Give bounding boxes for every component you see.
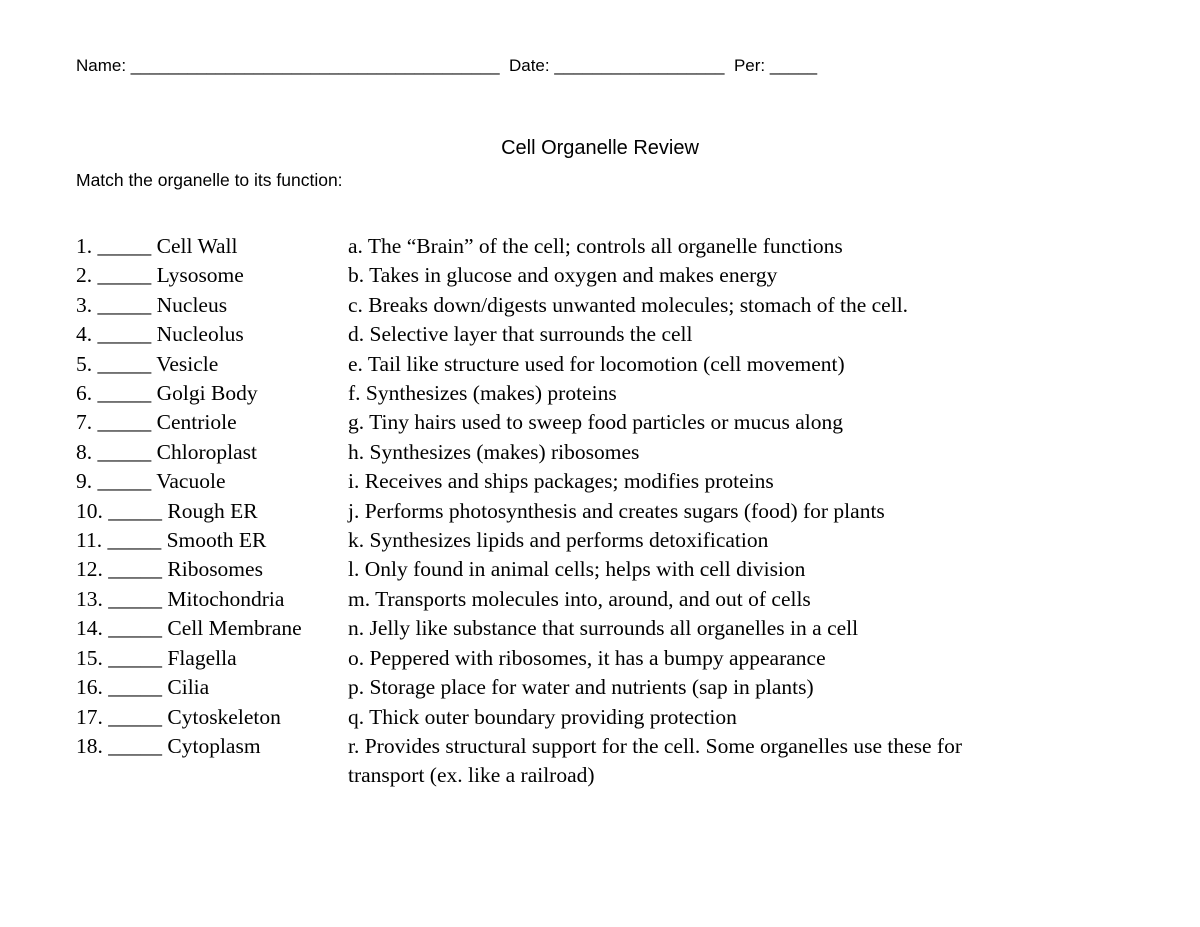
organelle-item: 5. _____ Vesicle <box>76 351 219 376</box>
match-row <box>76 761 962 790</box>
match-row <box>76 350 962 379</box>
organelle-item: 18. _____ Cytoplasm <box>76 733 261 758</box>
organelle-item: 8. _____ Chloroplast <box>76 439 257 464</box>
worksheet-title: Cell Organelle Review <box>501 137 699 159</box>
organelle-item: 11. _____ Smooth ER <box>76 528 267 553</box>
match-row <box>76 614 962 643</box>
organelle-item: 12. _____ Ribosomes <box>76 557 263 582</box>
match-row <box>76 555 962 584</box>
match-row <box>76 320 962 349</box>
match-row <box>76 379 962 408</box>
function-item: c. Breaks down/digests unwanted molecules; stomach of the cell. <box>348 292 909 317</box>
organelle-item: 9. _____ Vacuole <box>76 469 226 494</box>
function-item: o. Peppered with ribosomes, it has a bumpy appearance <box>348 645 826 670</box>
function-item: f. Synthesizes (makes) proteins <box>348 381 617 406</box>
instructions: Match the organelle to its function: <box>76 170 343 190</box>
match-row <box>76 291 962 320</box>
match-row <box>76 408 962 437</box>
organelle-item: 2. _____ Lysosome <box>76 263 244 288</box>
organelle-item: 14. _____ Cell Membrane <box>76 616 302 641</box>
match-row <box>76 703 962 732</box>
organelle-item: 7. _____ Centriole <box>76 410 237 435</box>
function-item: a. The “Brain” of the cell; controls all organelle functions <box>348 234 843 258</box>
function-item: e. Tail like structure used for locomotion (cell movement) <box>348 351 845 376</box>
function-item: g. Tiny hairs used to sweep food particles or mucus along <box>348 410 844 435</box>
match-row <box>76 497 962 526</box>
function-item: transport (ex. like a railroad) <box>348 763 595 788</box>
organelle-item: 1. _____ Cell Wall <box>76 234 238 258</box>
organelle-item: 4. _____ Nucleolus <box>76 322 244 347</box>
match-row <box>76 467 962 496</box>
function-item: q. Thick outer boundary providing protection <box>348 704 737 729</box>
function-item: m. Transports molecules into, around, and out of cells <box>348 586 811 611</box>
match-row <box>76 732 962 761</box>
function-item: n. Jelly like substance that surrounds all organelles in a cell <box>348 616 859 641</box>
function-item: i. Receives and ships packages; modifies proteins <box>348 469 774 494</box>
organelle-item: 10. _____ Rough ER <box>76 498 258 523</box>
function-item: h. Synthesizes (makes) ribosomes <box>348 439 640 464</box>
match-row <box>76 261 962 290</box>
function-item: k. Synthesizes lipids and performs detoxification <box>348 528 769 553</box>
function-item: d. Selective layer that surrounds the cell <box>348 322 693 347</box>
function-item: l. Only found in animal cells; helps with cell division <box>348 557 806 582</box>
match-row <box>76 526 962 555</box>
match-row <box>76 673 962 702</box>
match-row <box>76 232 962 261</box>
organelle-item: 16. _____ Cilia <box>76 675 210 700</box>
organelle-item: 3. _____ Nucleus <box>76 292 228 317</box>
function-item: b. Takes in glucose and oxygen and makes energy <box>348 263 778 288</box>
match-row <box>76 438 962 467</box>
match-row <box>76 585 962 614</box>
function-item: j. Performs photosynthesis and creates sugars (food) for plants <box>348 498 885 523</box>
function-item: r. Provides structural support for the cell. Some organelles use these for <box>348 733 962 758</box>
organelle-item: 13. _____ Mitochondria <box>76 586 285 611</box>
matching-list <box>76 232 962 791</box>
match-row <box>76 644 962 673</box>
organelle-item: 15. _____ Flagella <box>76 645 237 670</box>
name-date-period-line: Name: _______________________________________ Date: __________________ Per: _____ <box>76 56 818 75</box>
organelle-item: 17. _____ Cytoskeleton <box>76 704 281 729</box>
organelle-item <box>76 761 348 790</box>
organelle-item: 6. _____ Golgi Body <box>76 381 258 406</box>
function-item: p. Storage place for water and nutrients (sap in plants) <box>348 675 814 700</box>
